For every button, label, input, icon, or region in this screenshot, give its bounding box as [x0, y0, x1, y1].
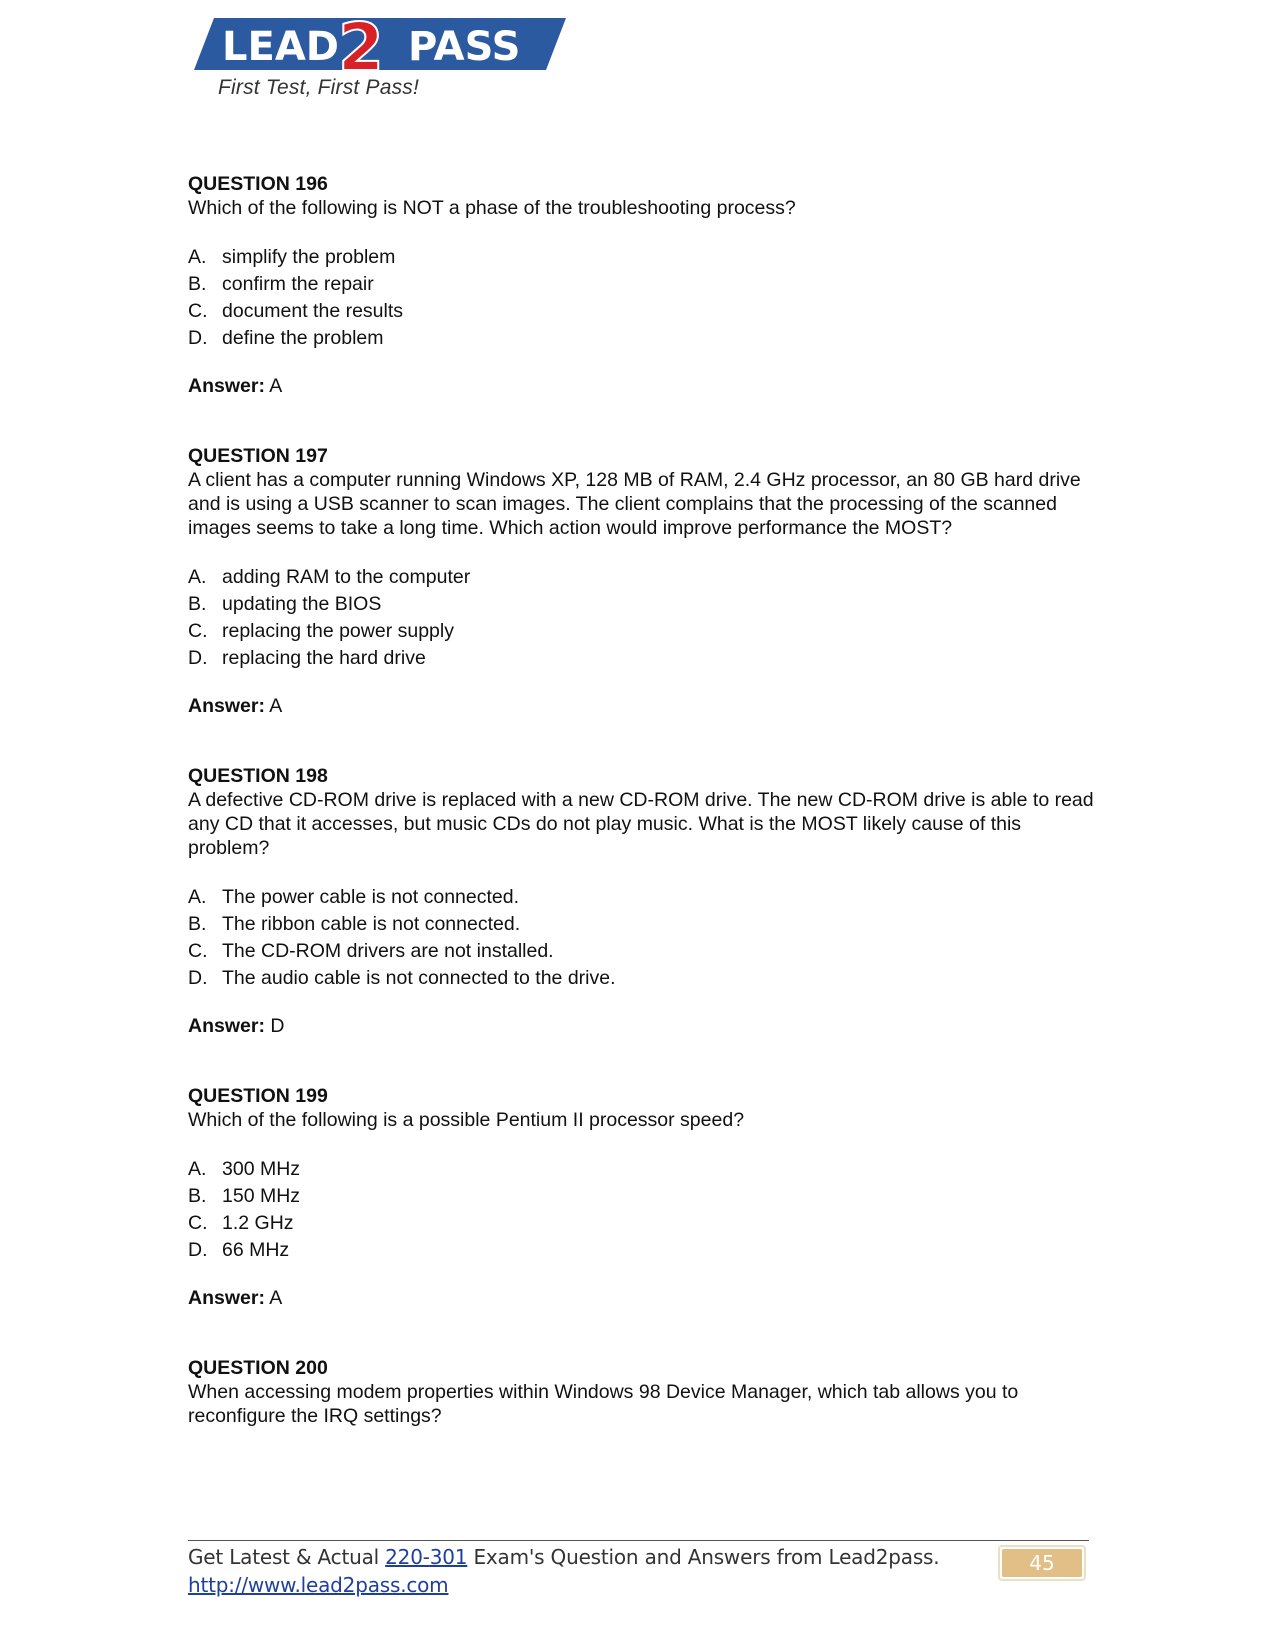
- option-item: [188, 1183, 1098, 1210]
- option-letter: C.: [188, 620, 208, 642]
- option-item: [188, 591, 1098, 618]
- option-letter: B.: [188, 913, 207, 935]
- option-text: The power cable is not connected.: [222, 886, 520, 908]
- question-list: [188, 172, 1098, 1474]
- option-letter: B.: [188, 273, 207, 295]
- logo-text-pass: PASS: [408, 24, 521, 70]
- option-item: [188, 1237, 1098, 1264]
- question-text: Which of the following is NOT a phase of the troubleshooting process?: [188, 197, 796, 219]
- footer-prefix: Get Latest & Actual: [188, 1545, 386, 1569]
- option-text: The CD-ROM drivers are not installed.: [222, 940, 554, 962]
- footer-divider: [188, 1540, 1089, 1541]
- option-text: The ribbon cable is not connected.: [222, 913, 521, 935]
- question-title: QUESTION 197: [188, 445, 328, 467]
- option-letter: A.: [188, 1158, 207, 1180]
- option-text: adding RAM to the computer: [222, 566, 471, 588]
- question-text: A defective CD-ROM drive is replaced with a new CD-ROM drive. The new CD-ROM drive is able to read any CD that it accesses, but music CDs do not play music. What is the MOST likely cause of this problem?: [188, 789, 1094, 859]
- option-item: [188, 325, 1098, 352]
- page-number: 45: [1002, 1549, 1082, 1577]
- answer-line: [188, 374, 1098, 398]
- question-197: [188, 444, 1098, 718]
- footer-site: [188, 1573, 448, 1597]
- option-letter: C.: [188, 940, 208, 962]
- option-list: [188, 884, 1098, 992]
- option-letter: D.: [188, 327, 208, 349]
- exam-code-link[interactable]: 220-301: [385, 1545, 468, 1569]
- option-item: [188, 884, 1098, 911]
- answer-value: A: [269, 695, 283, 717]
- option-list: [188, 564, 1098, 672]
- question-text: A client has a computer running Windows XP, 128 MB of RAM, 2.4 GHz processor, an 80 GB hard drive and is using a USB scanner to scan images. The client complains that the processing of the scanned images seems to take a long time. Which action would improve performance the MOST?: [188, 469, 1081, 539]
- answer-value: A: [269, 375, 283, 397]
- footer-suffix: Exam's Question and Answers from Lead2pass.: [467, 1545, 940, 1569]
- option-letter: D.: [188, 967, 208, 989]
- option-letter: A.: [188, 246, 207, 268]
- question-200: [188, 1356, 1098, 1428]
- option-text: confirm the repair: [222, 273, 374, 295]
- option-list: [188, 244, 1098, 352]
- site-url-link[interactable]: http://www.lead2pass.com: [188, 1573, 449, 1597]
- answer-value: A: [269, 1287, 283, 1309]
- answer-line: [188, 1014, 1098, 1038]
- answer-line: [188, 694, 1098, 718]
- option-item: [188, 645, 1098, 672]
- logo-text-lead: LEAD: [222, 24, 339, 70]
- option-text: simplify the problem: [222, 246, 396, 268]
- option-item: [188, 965, 1098, 992]
- option-letter: A.: [188, 566, 207, 588]
- option-text: 66 MHz: [222, 1239, 290, 1261]
- question-title: QUESTION 198: [188, 765, 328, 787]
- option-text: 1.2 GHz: [222, 1212, 294, 1234]
- option-item: [188, 911, 1098, 938]
- option-letter: B.: [188, 593, 207, 615]
- option-item: [188, 1210, 1098, 1237]
- option-letter: C.: [188, 1212, 208, 1234]
- option-item: [188, 938, 1098, 965]
- option-text: document the results: [222, 300, 404, 322]
- answer-label: Answer:: [188, 1015, 265, 1037]
- footer-promo-text: [188, 1545, 939, 1569]
- option-text: updating the BIOS: [222, 593, 382, 615]
- option-letter: C.: [188, 300, 208, 322]
- option-item: [188, 271, 1098, 298]
- option-text: 150 MHz: [222, 1185, 301, 1207]
- question-title: QUESTION 199: [188, 1085, 328, 1107]
- question-title: QUESTION 200: [188, 1357, 328, 1379]
- answer-label: Answer:: [188, 1287, 265, 1309]
- question-199: [188, 1084, 1098, 1310]
- option-text: replacing the hard drive: [222, 647, 426, 669]
- option-item: [188, 564, 1098, 591]
- option-text: define the problem: [222, 327, 384, 349]
- option-letter: D.: [188, 647, 208, 669]
- option-item: [188, 618, 1098, 645]
- option-text: 300 MHz: [222, 1158, 301, 1180]
- logo-tagline: First Test, First Pass!: [218, 76, 420, 99]
- question-text: Which of the following is a possible Pentium II processor speed?: [188, 1109, 745, 1131]
- question-title: QUESTION 196: [188, 173, 328, 195]
- option-item: [188, 298, 1098, 325]
- option-list: [188, 1156, 1098, 1264]
- answer-label: Answer:: [188, 375, 265, 397]
- question-198: [188, 764, 1098, 1038]
- question-text: When accessing modem properties within Windows 98 Device Manager, which tab allows you to reconfigure the IRQ settings?: [188, 1381, 1019, 1427]
- option-text: replacing the power supply: [222, 620, 454, 642]
- logo-text-2: 2: [338, 9, 384, 86]
- question-196: [188, 172, 1098, 398]
- page-number-badge: [998, 1545, 1086, 1581]
- answer-line: [188, 1286, 1098, 1310]
- answer-value: D: [270, 1015, 285, 1037]
- option-letter: B.: [188, 1185, 207, 1207]
- option-item: [188, 1156, 1098, 1183]
- option-letter: A.: [188, 886, 207, 908]
- option-letter: D.: [188, 1239, 208, 1261]
- option-item: [188, 244, 1098, 271]
- option-text: The audio cable is not connected to the drive.: [222, 967, 616, 989]
- answer-label: Answer:: [188, 695, 265, 717]
- logo-banner: [194, 6, 584, 86]
